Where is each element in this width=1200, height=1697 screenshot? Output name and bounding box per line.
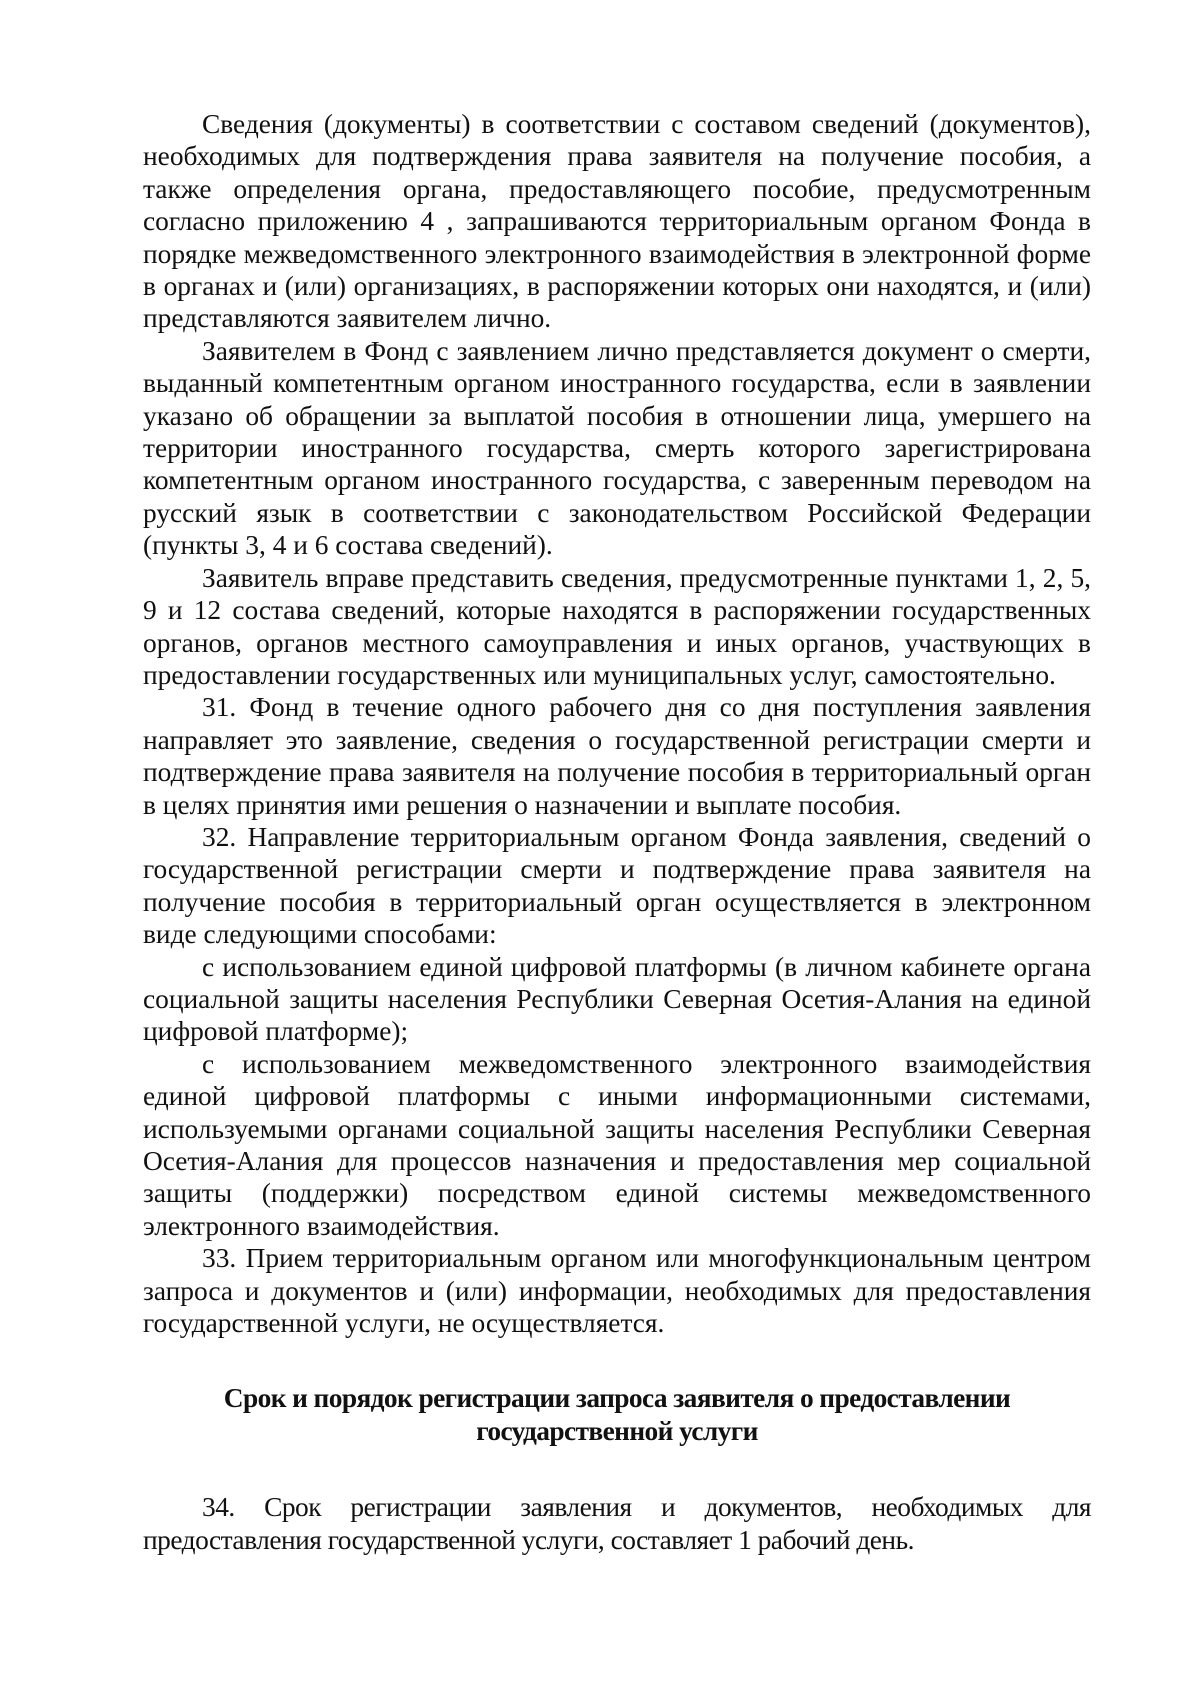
- paragraph-method-digital-platform: с использованием единой цифровой платформы (в личном кабинете органа социальной защиты населения Республики Северная Осетия-Алания на единой цифровой платформе);: [143, 951, 1091, 1047]
- paragraph-method-interagency: с использованием межведомственного электронного взаимодействия единой цифровой платформы с иными информационными системами, используемыми органами социальной защиты населения Республики Северная Осетия-Алания для процессов назначения и предоставления мер социальной защиты (поддержки) посредством единой системы межведомственного электронного взаимодействия.: [143, 1048, 1091, 1241]
- paragraph-item-33: 33. Прием территориальным органом или многофункциональным центром запроса и документов и (или) информации, необходимых для предоставления государственной услуги, не осуществляется.: [143, 1243, 1091, 1339]
- section-heading: Срок и порядок регистрации запроса заявителя о предоставлении государственной услуги: [223, 1383, 1011, 1446]
- paragraph-item-34: 34. Срок регистрации заявления и документов, необходимых для предоставления государственной услуги, составляет 1 рабочий день.: [143, 1492, 1091, 1555]
- paragraph-item-31: 31. Фонд в течение одного рабочего дня со дня поступления заявления направляет это заявление, сведения о государственной регистрации смерти и подтверждение права заявителя на получение пособия в территориальный орган в целях принятия ими решения о назначении и выплате пособия.: [143, 692, 1091, 820]
- document-page: [143, 108, 1091, 1556]
- paragraph-death-document: Заявителем в Фонд с заявлением лично представляется документ о смерти, выданный компетентным органом иностранного государства, если в заявлении указано об обращении за выплатой пособия в отношении лица, умершего на территории иностранного государства, смерть которого зарегистрирована компетентным органом иностранного государства, с заверенным переводом на русский язык в соответствии с законодательством Российской Федерации (пункты 3, 4 и 6 состава сведений).: [143, 335, 1091, 561]
- paragraph-documents-request: Сведения (документы) в соответствии с составом сведений (документов), необходимых для подтверждения права заявителя на получение пособия, а также определения органа, предоставляющего пособие, предусмотренным согласно приложению 4 , запрашиваются территориальным органом Фонда в порядке межведомственного электронного взаимодействия в электронной форме в органах и (или) организациях, в распоряжении которых они находятся, и (или) представляются заявителем лично.: [143, 109, 1091, 334]
- paragraph-item-32: 32. Направление территориальным органом Фонда заявления, сведений о государственной регистрации смерти и подтверждение права заявителя на получение пособия в территориальный орган осуществляется в электронном виде следующими способами:: [143, 821, 1091, 950]
- paragraph-applicant-right: Заявитель вправе представить сведения, предусмотренные пунктами 1, 2, 5, 9 и 12 состава сведений, которые находятся в распоряжении государственных органов, органов местного самоуправления и иных органов, участвующих в предоставлении государственных или муниципальных услуг, самостоятельно.: [143, 562, 1091, 690]
